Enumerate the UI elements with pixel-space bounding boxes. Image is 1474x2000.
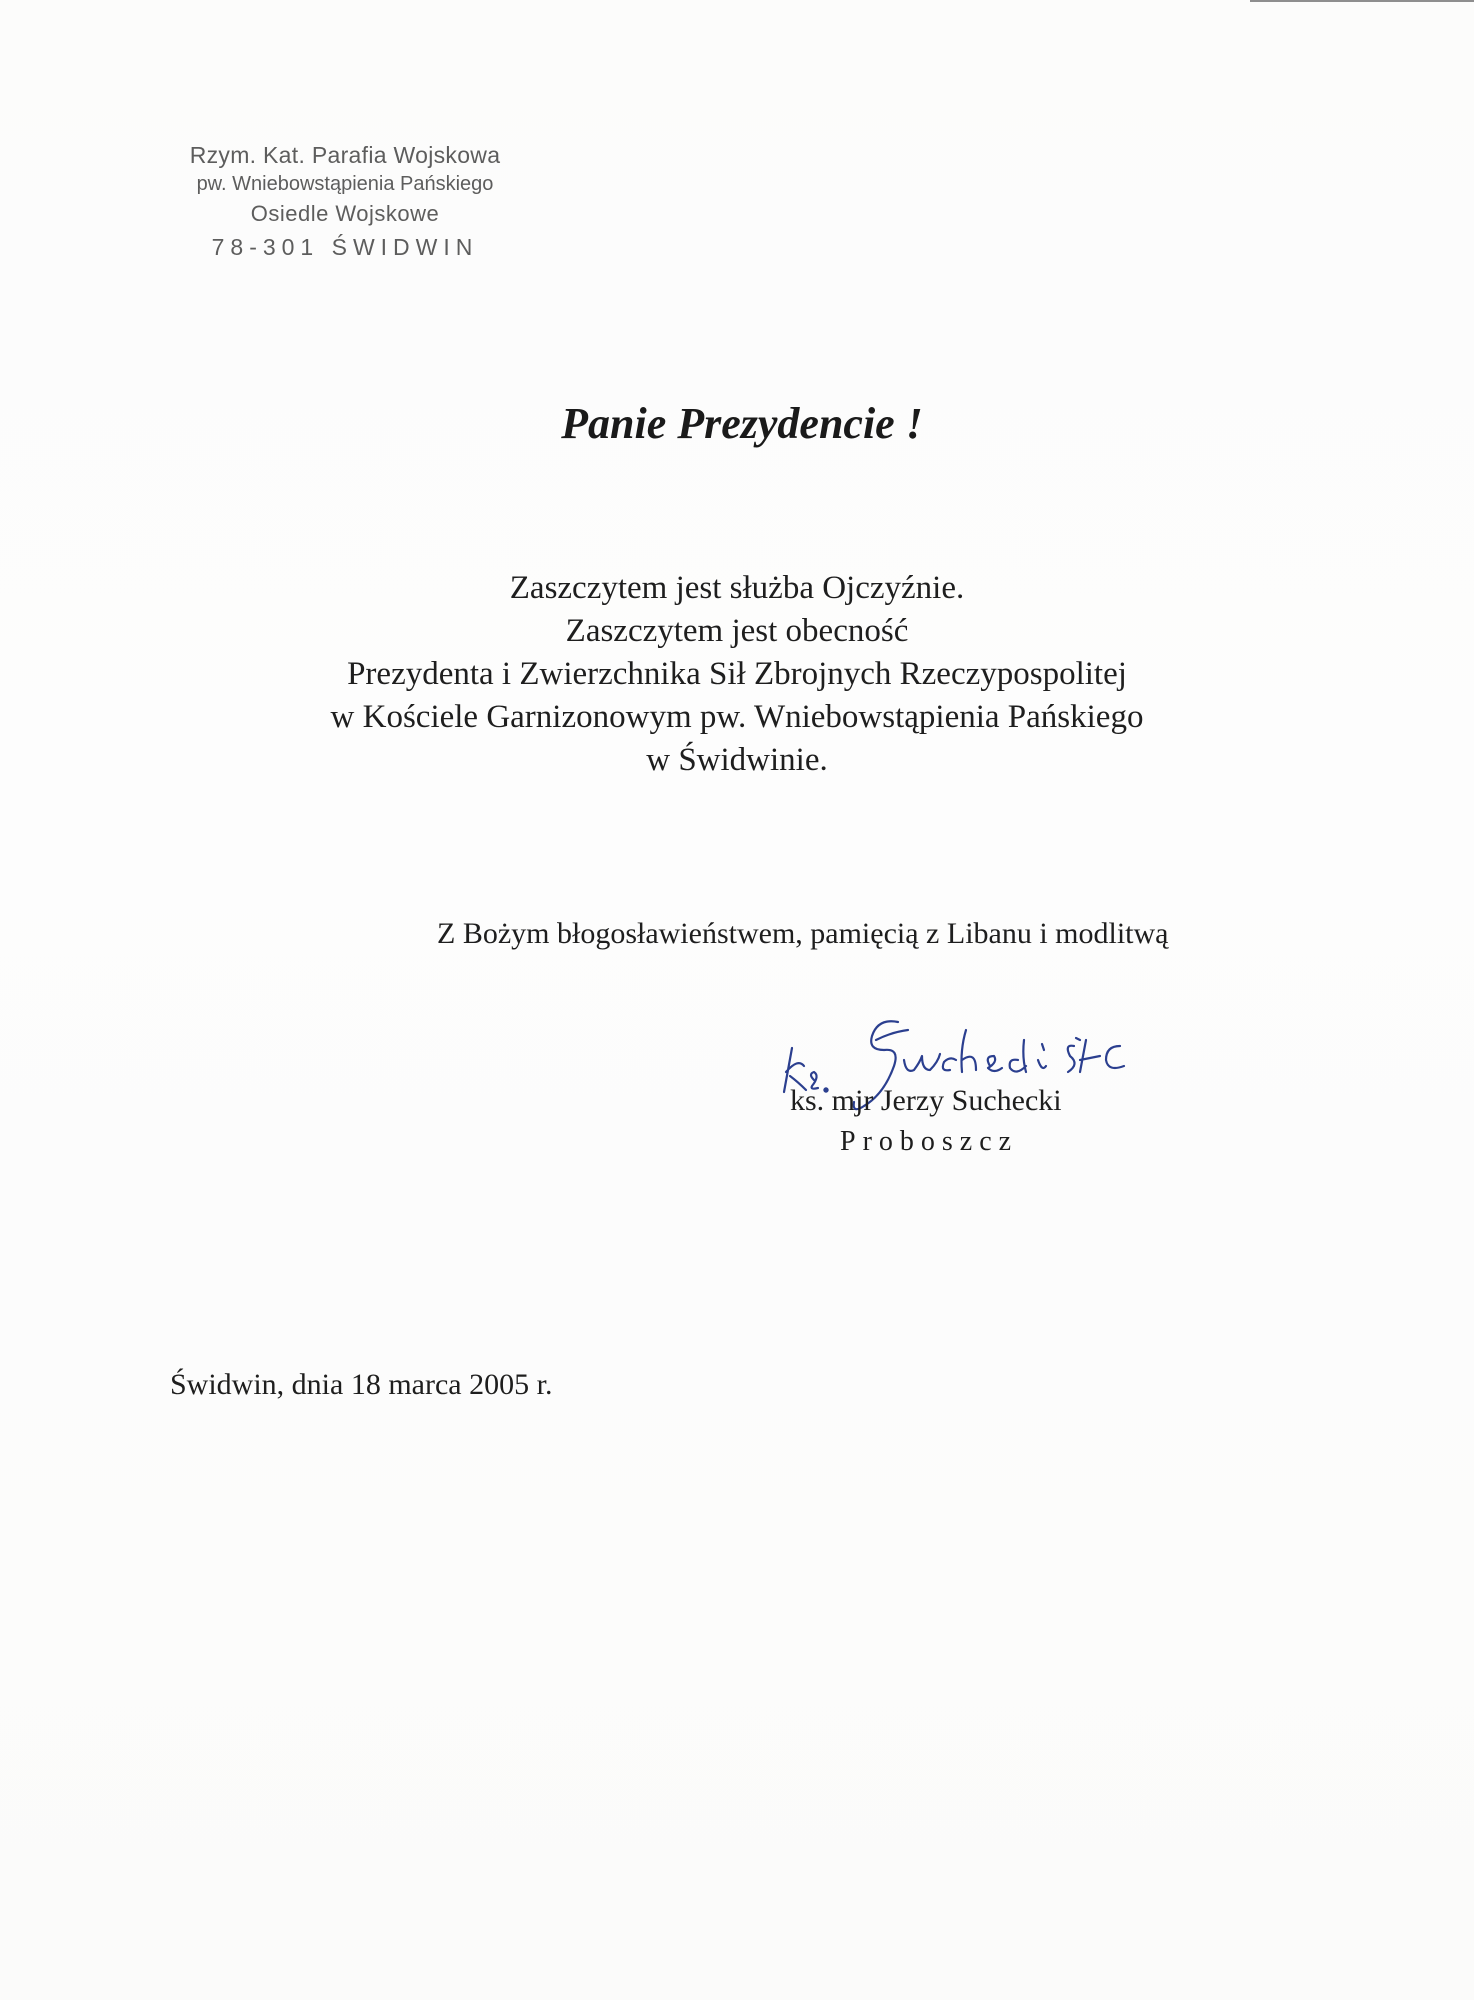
parish-address-stamp — [170, 140, 520, 264]
stamp-line-postcode-city: 78-301 ŚWIDWIN — [211, 234, 479, 260]
scan-edge — [1250, 0, 1474, 2]
body-line: Zaszczytem jest służba Ojczyźnie. — [509, 570, 965, 606]
letter-body — [0, 567, 1474, 782]
salutation: Panie Prezydencie ! — [561, 399, 923, 448]
place-date-line: Świdwin, dnia 18 marca 2005 r. — [170, 1368, 553, 1401]
signer-name: ks. mjr Jerzy Suchecki — [790, 1084, 1062, 1117]
stamp-line-dedication: pw. Wniebowstąpienia Pańskiego — [196, 173, 494, 195]
stamp-line-parish: Rzym. Kat. Parafia Wojskowa — [189, 142, 501, 168]
closing-phrase: Z Bożym błogosławieństwem, pamięcią z Libanu i modlitwą — [437, 917, 1169, 950]
body-line: Zaszczytem jest obecność — [565, 613, 909, 649]
body-line: Prezydenta i Zwierzchnika Sił Zbrojnych Rzeczypospolitej — [347, 656, 1127, 692]
body-line: w Kościele Garnizonowym pw. Wniebowstąpienia Pańskiego — [330, 699, 1144, 735]
signer-title: Proboszcz — [840, 1126, 1019, 1157]
stamp-line-estate: Osiedle Wojskowe — [250, 201, 440, 226]
body-line: w Świdwinie. — [646, 742, 828, 778]
